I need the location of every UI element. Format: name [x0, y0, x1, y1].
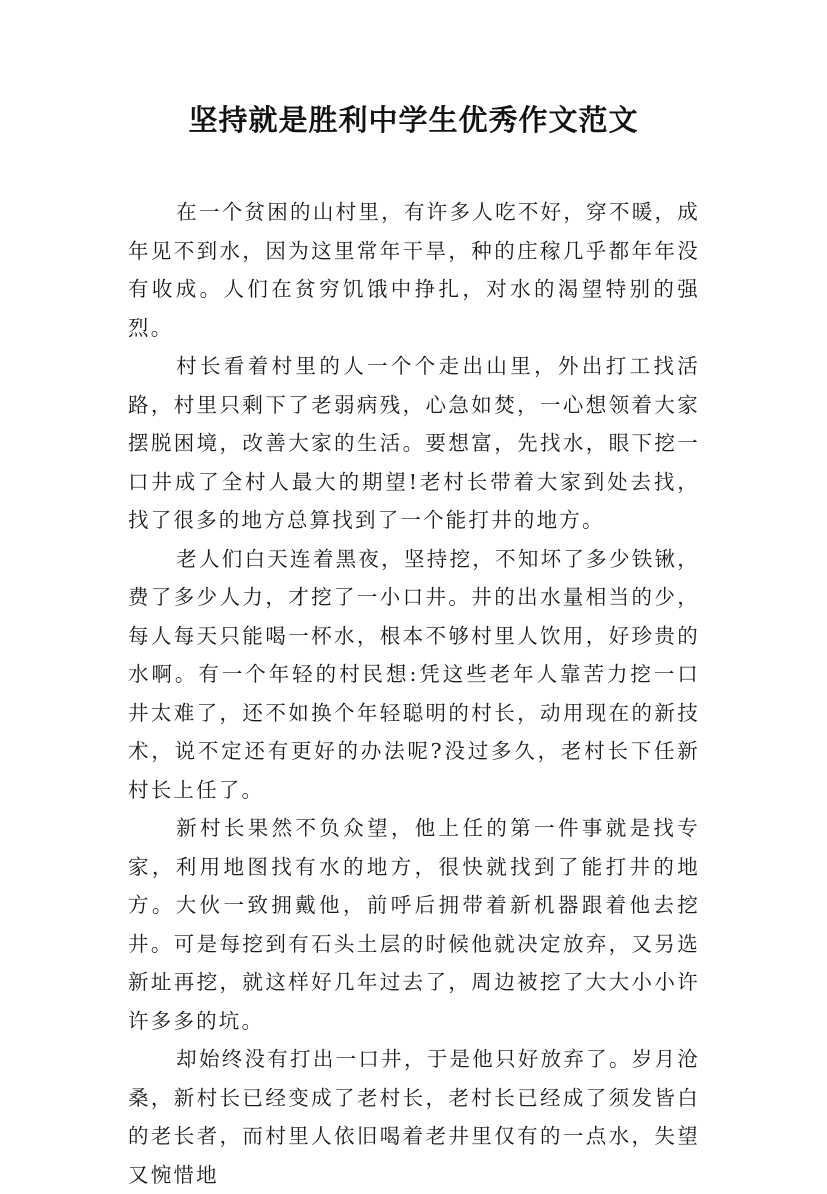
paragraph: 却始终没有打出一口井，于是他只好放弃了。岁月沧桑，新村长已经变成了老村长，老村长已经成了须发皆白的老长者，而村里人依旧喝着老井里仅有的一点水，失望又惋惜地	[128, 1047, 700, 1187]
paragraph: 新村长果然不负众望，他上任的第一件事就是找专家，利用地图找有水的地方，很快就找到了能打井的地方。大伙一致拥戴他，前呼后拥带着新机器跟着他去挖井。可是每挖到有石头土层的时候他就决定放弃，又另选新址再挖，就这样好几年过去了，周边被挖了大大小小许许多多的坑。	[128, 816, 700, 1033]
document-title: 坚持就是胜利中学生优秀作文范文	[188, 103, 639, 137]
paragraph: 在一个贫困的山村里，有许多人吃不好，穿不暖，成年见不到水，因为这里常年干旱，种的庄稼几乎都年年没有收成。人们在贫穷饥饿中挣扎，对水的渴望特别的强烈。	[128, 200, 700, 340]
paragraph: 老人们白天连着黑夜，坚持挖，不知坏了多少铁锹，费了多少人力，才挖了一小口井。井的出水量相当的少，每人每天只能喝一杯水，根本不够村里人饮用，好珍贵的水啊。有一个年轻的村民想:凭这些老年人靠苦力挖一口井太难了，还不如换个年轻聪明的村长，动用现在的新技术，说不定还有更好的办法呢?没过多久，老村长下任新村长上任了。	[128, 546, 700, 802]
document-body	[128, 193, 700, 1194]
paragraph: 村长看着村里的人一个个走出山里，外出打工找活路，村里只剩下了老弱病残，心急如焚，一心想领着大家摆脱困境，改善大家的生活。要想富，先找水，眼下挖一口井成了全村人最大的期望!老村长带着大家到处去找，找了很多的地方总算找到了一个能打井的地方。	[128, 354, 700, 532]
